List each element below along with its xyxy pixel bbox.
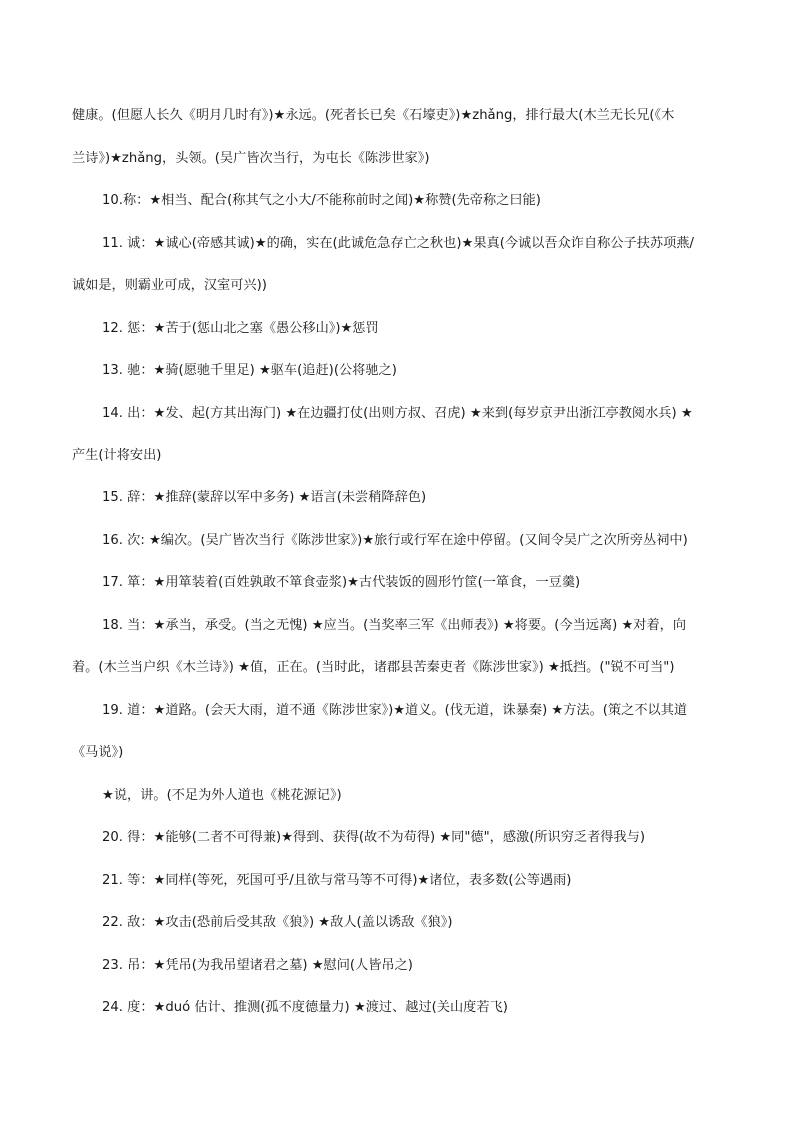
entry-12-line: 12. 惩：★苦于(惩山北之塞《愚公移山》)★惩罚 [102, 321, 379, 336]
text-line: 健康。(但愿人长久《明月几时有》)★永远。(死者长已矣《石壕吏》)★zhǎng，排行最大(木兰无长兄(《木 [72, 108, 675, 123]
text-line: 兰诗》)★zhǎng，头领。(吴广皆次当行，为屯长《陈涉世家》) [72, 151, 430, 166]
entry-23-line: 23. 吊：★凭吊(为我吊望诸君之墓) ★慰问(人皆吊之) [102, 958, 413, 973]
entry-24-line: 24. 度：★duó 估计、推测(孤不度德量力) ★渡过、越过(关山度若飞) [102, 1000, 508, 1015]
entry-11-line: 11. 诚：★诚心(帝感其诚)★的确，实在(此诚危急存亡之秋也)★果真(今诚以吾众诈自称公子扶苏项燕/ [102, 236, 694, 251]
text-line: 诚如是，则霸业可成，汉室可兴)) [72, 278, 267, 293]
entry-19-sub-line: ★说，讲。(不足为外人道也《桃花源记》) [102, 788, 342, 803]
entry-18-line: 18. 当：★承当，承受。(当之无愧) ★应当。(当奖率三军《出师表》) ★将要。(今当远离) ★对着，向 [102, 618, 687, 633]
entry-17-line: 17. 箪：★用箪装着(百姓孰敢不箪食壶浆)★古代装饭的圆形竹筐(一箪食，一豆羹) [102, 575, 581, 590]
entry-15-line: 15. 辞：★推辞(蒙辞以军中多务) ★语言(未尝稍降辞色) [102, 490, 427, 505]
entry-20-line: 20. 得：★能够(二者不可得兼)★得到、获得(故不为苟得) ★同"德"，感激(所识穷乏者得我与) [102, 830, 646, 845]
entry-19-line: 19. 道：★道路。(会天大雨，道不通《陈涉世家》)★道义。(伐无道，诛暴秦) ★方法。(策之不以其道 [102, 703, 688, 718]
entry-14-line: 14. 出：★发、起(方其出海门) ★在边疆打仗(出则方叔、召虎) ★来到(每岁京尹出浙江亭教阅水兵) ★ [102, 406, 693, 421]
text-line: 产生(计将安出) [72, 448, 162, 463]
text-line: 《马说》) [72, 745, 124, 760]
entry-16-line: 16. 次: ★编次。(吴广皆次当行《陈涉世家》)★旅行或行军在途中停留。(又间令吴广之次所旁丛祠中) [102, 533, 688, 548]
entry-10-line: 10.称：★相当、配合(称其气之小大/不能称前时之闻)★称赞(先帝称之曰能) [102, 193, 541, 208]
text-line: 着。(木兰当户织《木兰诗》) ★值，正在。(当时此，诸郡县苦秦吏者《陈涉世家》) ★抵挡。("锐不可当") [72, 660, 675, 675]
entry-13-line: 13. 驰：★骑(愿驰千里足) ★驱车(追赶)(公将驰之) [102, 363, 397, 378]
entry-21-line: 21. 等：★同样(等死，死国可乎/且欲与常马等不可得)★诸位，表多数(公等遇雨) [102, 873, 572, 888]
entry-22-line: 22. 敌：★攻击(恐前后受其敌《狼》) ★敌人(盖以诱敌《狼》) [102, 915, 453, 930]
